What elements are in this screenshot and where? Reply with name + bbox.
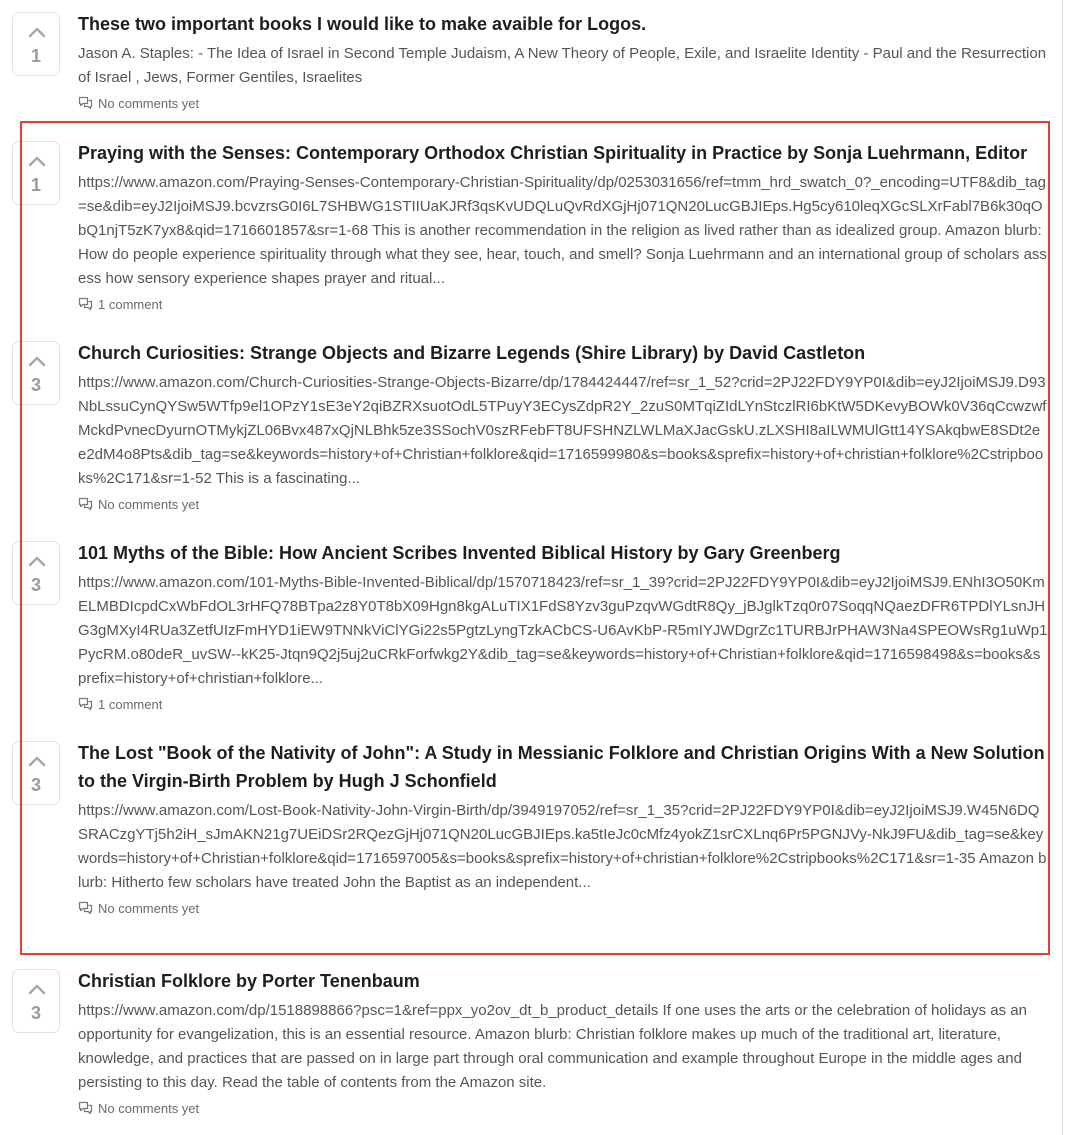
upvote-button[interactable] [12, 141, 60, 205]
post-title[interactable]: 101 Myths of the Bible: How Ancient Scribes Invented Biblical History by Gary Greenberg [78, 543, 841, 563]
post-body: https://www.amazon.com/Church-Curiosities-Strange-Objects-Bizarre/dp/1784424447/ref=sr_1_52?crid=2PJ22FDY9YP0I&dib=eyJ2IjoiMSJ9.D93NbLssuCynQYSw5WTfp9el1OPzY1sE3eY2qiBZRXsuotOdL5TPuyY3ECysZdpR2Y_2zuS0MTqiZIdLYnStczlRI6bKtW5DKevyBOWk0V36qCcwzwfMckdPvnecDyurnOTMykjZL06Bvx487xQjNLBhk5ze3SSochV0szRFebFT8UFSHNZLWLMaXJacGskU.zLXSHI8aILWMUlGtt14YSAkqbwE8SDt2ee2dM4o8Pts&dib_tag=se&keywords=history+of+Christian+folklore&qid=1716599980&s=books&sprefix=history+of+christian+folklore%2Cstripbooks%2C171&sr=1-52 This is a fascinating... [78, 374, 1047, 487]
post-content [78, 10, 1048, 114]
post-content [78, 339, 1048, 515]
chevron-up-icon [28, 26, 46, 38]
comment-bubbles-icon [78, 297, 93, 311]
post-body: https://www.amazon.com/Praying-Senses-Contemporary-Christian-Spirituality/dp/0253031656/ref=tmm_hrd_swatch_0?_encoding=UTF8&dib_tag=se&dib=eyJ2IjoiMSJ9.bcvzrsG0I6L7SHBWG1STIIUaKJRf3qsKvUDQLuQvRdXGjHj071QN20LucGBJIEps.Hg5cy610leqXGcSLXrFabl7B6k30qObQ1njT5zK7yx8&qid=1716601857&sr=1-68 This is another recommendation in the religion as lived rather than as idealized group. Amazon blurb: How do people experience spirituality through what they see, hear, touch, and smell? Sonja Luehrmann and an international group of scholars assess how sensory experience shapes prayer and ritual... [78, 174, 1047, 287]
comments-count: No comments yet [98, 496, 200, 512]
comments-count: No comments yet [98, 95, 200, 111]
comments-count: No comments yet [98, 1100, 200, 1116]
chevron-up-icon [28, 983, 46, 995]
chevron-up-icon [28, 555, 46, 567]
post-body: Jason A. Staples: - The Idea of Israel in Second Temple Judaism, A New Theory of People, Exile, and Israelite Identity - Paul and the Resurrection of Israel , Jews, Former Gentiles, Israelites [78, 45, 1047, 86]
upvote-button[interactable] [12, 541, 60, 605]
post-title[interactable]: These two important books I would like to make avaible for Logos. [78, 14, 647, 34]
post-body: https://www.amazon.com/Lost-Book-Nativity-John-Virgin-Birth/dp/3949197052/ref=sr_1_35?crid=2PJ22FDY9YP0I&dib=eyJ2IjoiMSJ9.W45N6DQSRACzgYTj5h2iH_sJmAKN21g7UEiDSr2RQezGjHj071QN20LucGBJIEps.ka5tIeJc0cMfz4yokZ1srCXLnq6Pr5PGNJVy-NkJ9FU&dib_tag=se&keywords=history+of+Christian+folklore&qid=1716597005&s=books&sprefix=history+of+christian+folklore%2Cstripbooks%2C171&sr=1-35 Amazon blurb: Hitherto few scholars have treated John the Baptist as an independent... [78, 802, 1047, 891]
vote-count: 1 [30, 46, 41, 66]
vote-count: 3 [30, 775, 41, 795]
post-title[interactable]: Praying with the Senses: Contemporary Orthodox Christian Spirituality in Practice by Sonja Luehrmann, Editor [78, 143, 1028, 163]
chevron-up-icon [28, 755, 46, 767]
comment-bubbles-icon [78, 497, 93, 511]
post-title[interactable]: Christian Folklore by Porter Tenenbaum [78, 971, 420, 991]
vote-count: 3 [30, 1003, 41, 1023]
comments-link[interactable] [78, 293, 1048, 315]
page-right-border [1062, 0, 1063, 1135]
comments-count: No comments yet [98, 900, 200, 916]
post-content [78, 967, 1048, 1119]
upvote-button[interactable] [12, 341, 60, 405]
post-body: https://www.amazon.com/dp/1518898866?psc=1&ref=ppx_yo2ov_dt_b_product_details If one uses the arts or the celebration of holidays as an opportunity for evangelization, this is an essential resource. Amazon blurb: Christian folklore makes up much of the traditional art, literature, knowledge, and practices that are passed on in large part through oral communication and example throughout Europe in the middle ages and persisting to this day. Read the table of contents from the Amazon site. [78, 1002, 1027, 1091]
post-title[interactable]: Church Curiosities: Strange Objects and Bizarre Legends (Shire Library) by David Castleton [78, 343, 866, 363]
upvote-button[interactable] [12, 741, 60, 805]
comments-link[interactable] [78, 92, 1048, 114]
vote-count: 3 [30, 375, 41, 395]
chevron-up-icon [28, 155, 46, 167]
comments-count: 1 comment [98, 296, 163, 312]
chevron-up-icon [28, 355, 46, 367]
post-content [78, 539, 1048, 715]
comments-count: 1 comment [98, 696, 163, 712]
post-title[interactable]: The Lost "Book of the Nativity of John": A Study in Messianic Folklore and Christian Origins With a New Solution to the Virgin-Birth Problem by Hugh J Schonfield [78, 743, 1045, 791]
upvote-button[interactable] [12, 12, 60, 76]
post-content [78, 139, 1048, 315]
comment-bubbles-icon [78, 901, 93, 915]
comments-link[interactable] [78, 493, 1048, 515]
comments-link[interactable] [78, 897, 1048, 919]
upvote-button[interactable] [12, 969, 60, 1033]
comment-bubbles-icon [78, 96, 93, 110]
comment-bubbles-icon [78, 1101, 93, 1115]
post-body: https://www.amazon.com/101-Myths-Bible-Invented-Biblical/dp/1570718423/ref=sr_1_39?crid=2PJ22FDY9YP0I&dib=eyJ2IjoiMSJ9.ENhI3O50KmELMBDIcpdCxWbFdOL3rHFQ78BTpa2z8Y0T8bX09Hgn8kgALuTIX1FdS8Yzv3guPzqvWGdtR8Qy_jBJglkTzq0r07SoqqNQaezDFR6TPDlYLsnJHG3gMXyI4RUa3ZetfUIzFmHYD1iEW9TNNkViClYGi22s5PgtzLyngTzkACbCS-U6AvKbP-R5mIYJWDgrZc1TURBJrPHAW3Na4SPEOWsRg1uWp1PycRM.o80deR_uvSW--kK25-Jtqn9Q2j5uj2uCRkForfwkg2Y&dib_tag=se&keywords=history+of+Christian+folklore&qid=1716598498&s=books&sprefix=history+of+christian+folklore... [78, 574, 1048, 687]
comments-link[interactable] [78, 1097, 1048, 1119]
vote-count: 1 [30, 175, 41, 195]
post-content [78, 739, 1048, 919]
comment-bubbles-icon [78, 697, 93, 711]
vote-count: 3 [30, 575, 41, 595]
comments-link[interactable] [78, 693, 1048, 715]
